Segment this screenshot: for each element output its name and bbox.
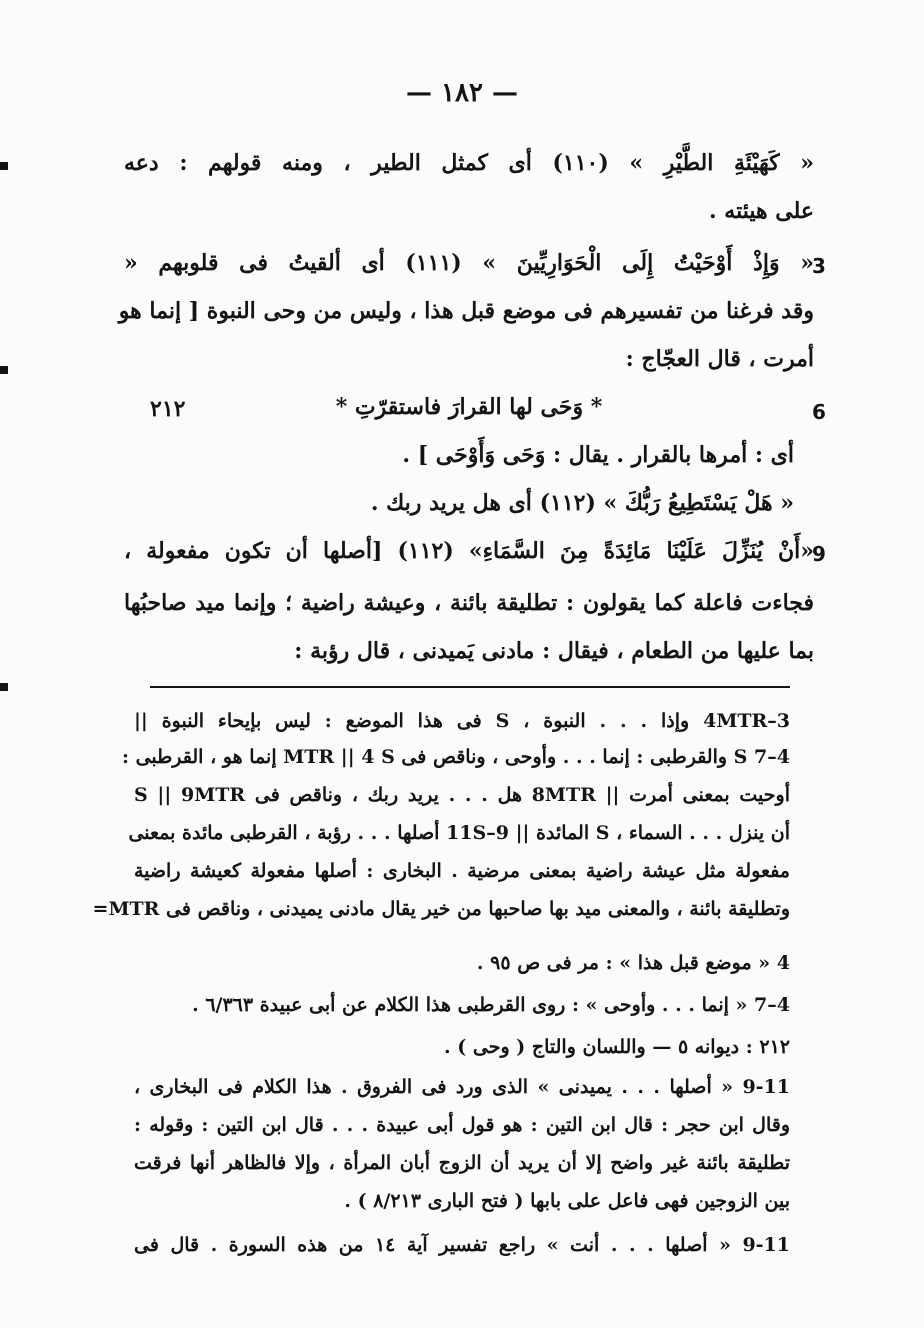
footnote-line: ٢١٢ : ديوانه ٥ — واللسان والتاج ( وحى ) .: [444, 1036, 790, 1058]
footnote-line: 9-11 « أصلها . . . أنت » راجع تفسير آية ١٤ من هذه السورة . قال فى: [134, 1234, 790, 1256]
footnote-line: 9-11 « أصلها . . . يميدنى » الذى ورد فى الفروق . هذا الكلام فى البخارى ،: [134, 1076, 790, 1098]
margin-mark: [0, 683, 8, 691]
text-line: فجاءت فاعلة كما يقولون : تطليقة بائنة ، وعيشة راضية ؛ وإنما ميد صاحبُها: [124, 590, 814, 616]
margin-mark: [0, 162, 8, 170]
line-number: 6: [812, 400, 826, 424]
footnote-line: بين الزوجين فهى فاعل على بابها ( فتح البارى ٨/٢١٣ ) .: [344, 1190, 790, 1212]
poetry-line: * وَحَى لها القرارَ فاستقرّتِ *: [335, 394, 603, 420]
text-line: أى : أمرها بالقرار . يقال : وَحَى وَأَوْحَى ] .: [402, 442, 794, 468]
margin-mark: [0, 366, 8, 374]
footnote-line: أن ينزل . . . السماء ، S المائدة || 9–11S أصلها . . . رؤبة ، القرطبى مائدة بمعنى: [128, 822, 790, 844]
text-line: « وَإِذْ أَوْحَيْتُ إِلَى الْحَوَارِيِّينَ » (١١١) أى ألقيتُ فى قلوبهم «: [124, 250, 814, 276]
footnote-line: وقال ابن حجر : قال ابن التين : هو قول أبى عبيدة . . . قال ابن التين : وقوله :: [134, 1114, 790, 1136]
footnote-line: وتطليقة بائنة ، والمعنى ميد بها صاحبها من خير يقال مادنى يميدنى ، وناقص فى MTR=: [92, 898, 790, 920]
footnote-line: 4–7 « إنما . . . وأوحى » : روى القرطبى هذا الكلام عن أبى عبيدة ٦/٣٦٣ .: [192, 994, 790, 1016]
text-line: «أَنْ يُنَزِّلَ عَلَيْنَا مَائِدَةً مِنَ السَّمَاءِ» (١١٢) [أصلها أن تكون مفعولة ،: [124, 538, 814, 564]
page-number: — ١٨٢ —: [405, 78, 519, 108]
footnote-line: مفعولة مثل عيشة راضية بمعنى مرضية . البخارى : أصلها مفعولة كعيشة راضية: [134, 860, 790, 882]
text-line: وقد فرغنا من تفسيرهم فى موضع قبل هذا ، وليس من وحى النبوة [ إنما هو: [118, 298, 814, 324]
line-number: 3: [812, 254, 826, 278]
text-line: « كَهَيْئَةِ الطَّيْرِ » (١١٠) أى كمثل الطير ، ومنه قولهم : دعه: [124, 150, 815, 176]
footnote-line: تطليقة بائنة غير واضح إلا أن يريد أن الزوج أبان المرأة ، وإلا فالظاهر أنها فرقت: [134, 1152, 790, 1174]
text-line: « هَلْ يَسْتَطِيعُ رَبُّكَ » (١١٢) أى هل يريد ربك .: [370, 490, 794, 516]
footnote-line: 4 « موضع قبل هذا » : مر فى ص ٩٥ .: [476, 952, 790, 974]
footnote-divider: [150, 686, 790, 688]
footnote-line: أوحيت بمعنى أمرت || 8MTR هل . . . يريد ربك ، وناقص فى S || 9MTR: [134, 784, 790, 806]
verse-reference: ٢١٢: [150, 396, 186, 422]
text-line: بما عليها من الطعام ، فيقال : مادنى يَميدنى ، قال رؤبة :: [294, 638, 814, 664]
text-line: على هيئته .: [708, 198, 814, 224]
footnote-line: 4–7 S والقرطبى : إنما . . . وأوحى ، وناقص فى MTR || 4 S إنما هو ، القرطبى :: [121, 746, 790, 768]
text-line: أمرت ، قال العجّاج :: [625, 346, 814, 372]
footnote-line: 3–4MTR وإذا . . . النبوة ، S فى هذا الموضع : ليس بإيحاء النبوة ||: [134, 710, 791, 732]
line-number: 9: [812, 542, 826, 566]
